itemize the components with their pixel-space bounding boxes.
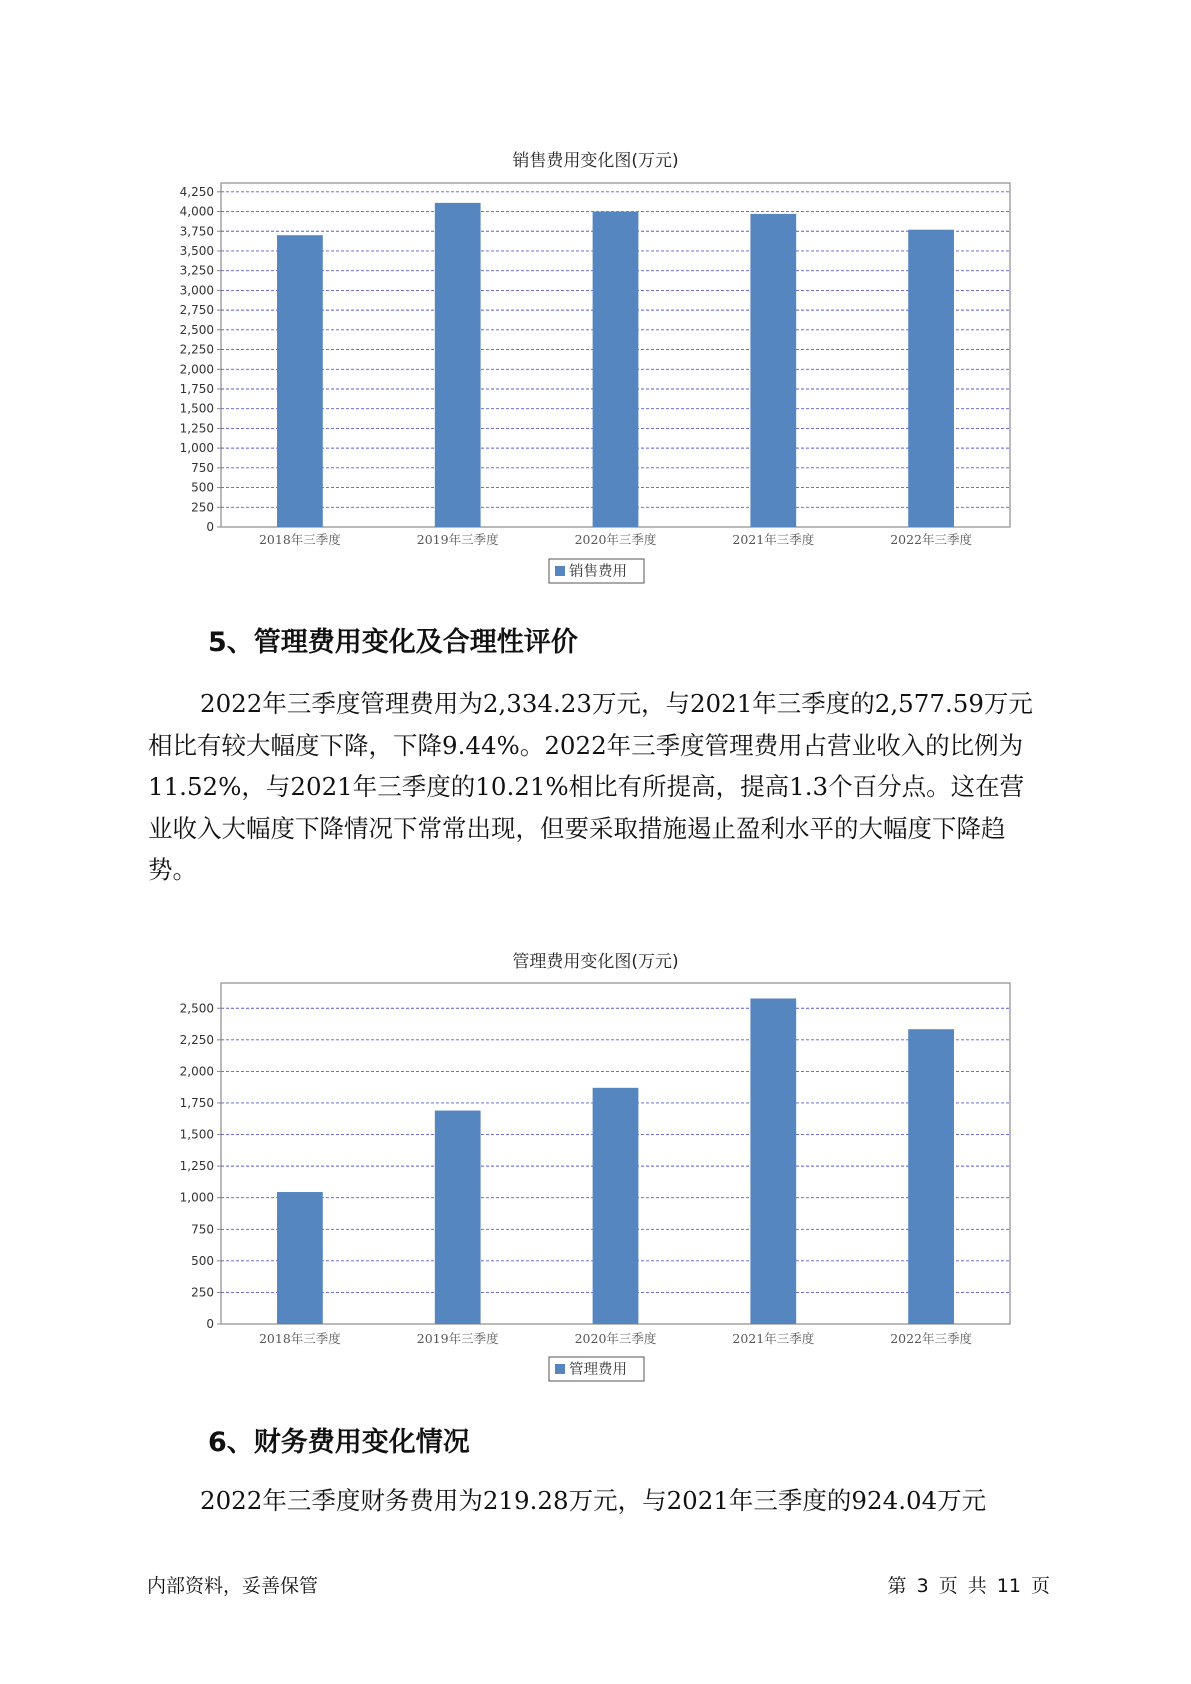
y-tick-label: 2,250 [179,1032,214,1047]
x-tick-label: 2019年三季度 [416,1331,499,1346]
x-tick-label: 2018年三季度 [258,1331,341,1346]
legend-label: 管理费用 [569,1362,627,1378]
y-tick-label: 2,500 [179,1001,214,1016]
y-tick-label: 2,000 [179,1064,214,1079]
y-tick-label: 3,000 [179,283,214,298]
x-tick-label: 2020年三季度 [574,532,657,547]
y-tick-label: 0 [206,520,214,534]
y-tick-label: 1,250 [179,1159,214,1174]
legend-swatch [555,1364,565,1374]
y-tick-label: 1,500 [179,401,214,416]
x-tick-label: 2022年三季度 [890,532,973,547]
y-tick-label: 250 [191,1285,214,1300]
bar [435,1111,481,1324]
section-5-text: 2022年三季度管理费用为2,334.23万元，与2021年三季度的2,577.59万元相比有较大幅度下降，下降9.44%。2022年三季度管理费用占营业收入的比例为11.52%，与2021年三季度的10.21%相比有所提高，提高1.3个百分点。这在营业收入大幅度下降情况下常常出现，但要采取措施遏止盈利水平的大幅度下降趋势。 [148,689,1033,884]
y-tick-label: 500 [191,480,214,495]
y-tick-label: 2,500 [179,322,214,337]
management-chart-title: 管理费用变化图(万元) [512,952,679,972]
bar [593,1088,639,1324]
x-tick-label: 2020年三季度 [574,1331,657,1346]
y-tick-label: 500 [191,1253,214,1268]
bar [908,1029,954,1324]
x-tick-label: 2021年三季度 [732,532,815,547]
y-tick-label: 1,500 [179,1127,214,1142]
chart-legend [549,1357,644,1381]
footer-confidential-note: 内部资料，妥善保管 [147,1575,319,1597]
x-tick-label: 2018年三季度 [258,532,341,547]
section-6-text: 2022年三季度财务费用为219.28万元，与2021年三季度的924.04万元 [200,1486,987,1515]
y-tick-label: 1,000 [179,441,214,456]
legend-label: 销售费用 [569,564,627,580]
y-tick-label: 1,750 [179,381,214,396]
x-tick-label: 2019年三季度 [416,532,499,547]
section-5-heading: 5、管理费用变化及合理性评价 [208,627,578,658]
section-6-heading: 6、财务费用变化情况 [208,1427,470,1458]
y-tick-label: 0 [206,1317,214,1331]
x-tick-label: 2022年三季度 [890,1331,973,1346]
bar [750,998,796,1324]
y-tick-label: 3,750 [179,224,214,239]
y-tick-label: 750 [191,1222,214,1237]
y-tick-label: 4,000 [179,204,214,219]
y-tick-label: 2,250 [179,342,214,357]
y-tick-label: 1,000 [179,1190,214,1205]
y-tick-label: 1,250 [179,421,214,436]
footer-page-number: 第 3 页 共 11 页 [887,1575,1050,1597]
y-tick-label: 250 [191,500,214,515]
x-tick-label: 2021年三季度 [732,1331,815,1346]
y-tick-label: 750 [191,460,214,475]
y-tick-label: 3,500 [179,243,214,258]
y-tick-label: 1,750 [179,1095,214,1110]
section-6-paragraph [148,1480,1048,1522]
y-tick-label: 2,750 [179,303,214,318]
bar [277,1192,323,1324]
y-tick-label: 4,250 [179,184,214,199]
sales-chart-title: 销售费用变化图(万元) [512,151,679,171]
y-tick-label: 2,000 [179,362,214,377]
y-tick-label: 3,250 [179,263,214,278]
